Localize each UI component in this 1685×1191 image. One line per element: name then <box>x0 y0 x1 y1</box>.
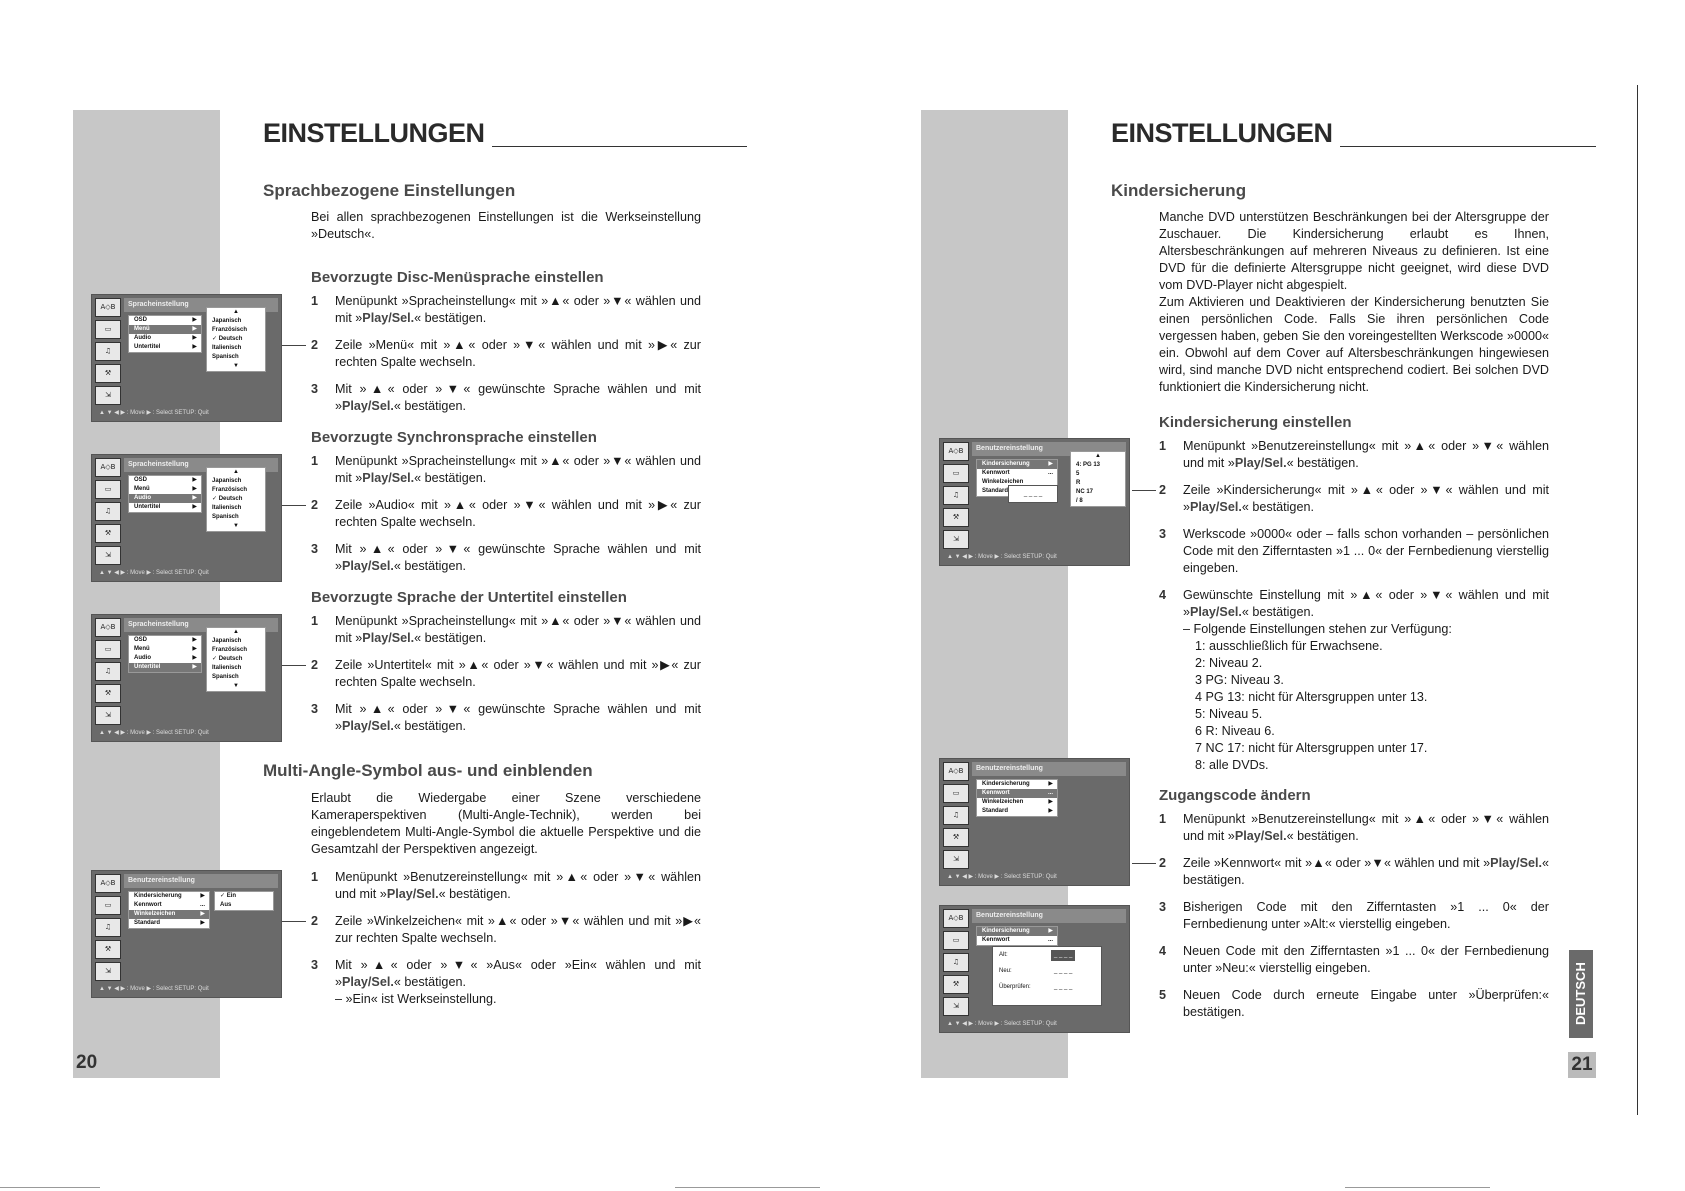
connector-line <box>1132 863 1156 864</box>
screen-footer: ▲ ▼ ◀ ▶ : Move ▶ : Select SETUP: Quit <box>99 730 209 736</box>
step-key: Play/Sel. <box>342 719 394 733</box>
step-number: 2 <box>311 914 319 928</box>
step-number: 3 <box>1159 527 1167 541</box>
menu-row-subtitle: Untertitel ▶ <box>134 504 197 510</box>
option-scroll-up: ▲ <box>233 309 239 315</box>
step-after: « bestätigen. <box>1286 456 1359 470</box>
right-sub1-step1 <box>1159 438 1549 472</box>
screen-menu-list <box>128 315 202 353</box>
step-after: « bestätigen. <box>414 631 487 645</box>
left-section2-heading: Multi-Angle-Symbol aus- und einblenden <box>263 761 593 780</box>
left-sub2-heading: Bevorzugte Synchronsprache einstellen <box>311 429 597 446</box>
tv-icon: ▭ <box>943 931 969 950</box>
menu-row-parental: Kindersicherung ▶ <box>134 893 205 899</box>
menu-row-password: Kennwort ... <box>982 937 1053 943</box>
menu-row-menu: Menü ▶ <box>134 646 197 652</box>
screen-option-list <box>206 307 266 372</box>
right-sub2-step3 <box>1159 899 1549 933</box>
step-after: « bestätigen. <box>393 975 466 989</box>
tv-icon: ▭ <box>95 480 121 499</box>
step-key: Play/Sel. <box>386 887 439 901</box>
step-number: 1 <box>311 870 319 884</box>
step-key: Play/Sel. <box>342 559 394 573</box>
step-key: Play/Sel. <box>1190 500 1242 514</box>
av-icon: A◇B <box>943 442 969 461</box>
screen-menu-list <box>128 891 210 929</box>
step-key: Play/Sel. <box>1234 829 1287 843</box>
step-text: Menüpunkt »Benutzereinstellung« mit »▲« oder »▼« wählen und mit » <box>1183 812 1549 843</box>
left-sub2-step2 <box>311 497 701 531</box>
step-text: Zeile »Winkelzeichen« mit »▲« oder »▼« wählen und mit »▶« zur rechten Spalte wechseln. <box>335 914 701 945</box>
connector-line <box>282 665 306 666</box>
osd-screen-password <box>939 758 1130 886</box>
av-icon: A◇B <box>943 909 969 928</box>
option-row: Italienisch <box>212 345 242 351</box>
option-scroll-up: ▲ <box>1095 453 1101 459</box>
menu-row-osd: OSD ▶ <box>134 637 197 643</box>
left-section2-step3 <box>311 957 701 1009</box>
old-code-row <box>999 950 1095 966</box>
screen-menu-list <box>128 635 202 673</box>
right-sub1-heading: Kindersicherung einstellen <box>1159 414 1352 431</box>
screen-title: Spracheinstellung <box>124 298 278 312</box>
menu-row-osd: OSD ▶ <box>134 317 197 323</box>
left-sub2-step3 <box>311 541 701 575</box>
step-text: Menüpunkt »Spracheinstellung« mit »▲« oder »▼« wählen und mit » <box>335 454 701 485</box>
step-number: 1 <box>311 294 319 308</box>
screen-option-list <box>214 891 274 911</box>
menu-row-subtitle: Untertitel ▶ <box>129 663 201 672</box>
right-section1-p1: Manche DVD unterstützen Beschränkungen bei der Altersgruppe der Zuschauer. Die Kindersicherung erlaubt es Ihnen, Altersbeschränkungen auf mehreren Niveaus zu definieren. Ist eine DVD für die definierte Altersgruppe nicht geeignet, wird diese DVD vom DVD-Player nicht abgespielt. <box>1159 210 1549 292</box>
step-number: 4 <box>1159 944 1167 958</box>
right-sub2-heading: Zugangscode ändern <box>1159 787 1311 804</box>
screen-footer: ▲ ▼ ◀ ▶ : Move ▶ : Select SETUP: Quit <box>99 570 209 576</box>
right-sub1-step2 <box>1159 482 1549 516</box>
menu-row-osd: OSD ▶ <box>134 477 197 483</box>
left-section1-heading: Sprachbezogene Einstellungen <box>263 181 516 200</box>
connector-line <box>282 921 306 922</box>
speaker-music-icon: ♫ <box>95 662 121 681</box>
step-number: 2 <box>1159 856 1167 870</box>
step-text: Bisherigen Code mit den Zifferntasten »1 ... 0« der Fernbedienung unter »Alt:« vierstellig eingeben. <box>1183 900 1549 931</box>
step-number: 4 <box>1159 588 1167 602</box>
step-after: « bestätigen. <box>438 887 511 901</box>
menu-row-menu: Menü ▶ <box>134 486 197 492</box>
password-change-popup <box>992 946 1102 1006</box>
step-after: « bestätigen. <box>1241 605 1314 619</box>
step-text: Mit »▲« oder »▼« gewünschte Sprache wählen und mit » <box>335 702 701 733</box>
screen-option-list <box>1070 451 1126 507</box>
left-title-rule <box>492 146 747 147</box>
exit-icon: ⇲ <box>943 997 969 1016</box>
right-page-title: EINSTELLUNGEN <box>1111 118 1333 148</box>
menu-row-angle: Winkelzeichen ▶ <box>129 910 209 919</box>
menu-row-default: Standard <box>982 488 1009 494</box>
option-scroll-down: ▼ <box>233 683 239 689</box>
exit-icon: ⇲ <box>943 530 969 549</box>
code-entry-popup: _ _ _ _ <box>1008 485 1058 503</box>
step-after: « bestätigen. <box>393 559 466 573</box>
new-code-field[interactable]: _ _ _ _ <box>1054 968 1073 974</box>
step-text: Zeile »Menü« mit »▲« oder »▼« wählen und mit »▶« zur rechten Spalte wechseln. <box>335 338 701 369</box>
connector-line <box>282 345 306 346</box>
option-row: / 8 <box>1076 498 1083 504</box>
step-text: Menüpunkt »Benutzereinstellung« mit »▲« oder »▼« wählen und mit » <box>335 870 701 901</box>
left-sub1-step1 <box>311 293 701 327</box>
step-after: « bestätigen. <box>1241 500 1314 514</box>
menu-row-angle: Winkelzeichen ▶ <box>982 799 1053 805</box>
menu-row-angle: Winkelzeichen <box>982 479 1024 485</box>
speaker-music-icon: ♫ <box>943 953 969 972</box>
menu-row-default: Standard ▶ <box>134 920 205 926</box>
right-edge-rule <box>1637 85 1638 1115</box>
option-row: ✓ Deutsch <box>212 496 243 502</box>
av-icon: A◇B <box>95 618 121 637</box>
left-section2-step2 <box>311 913 701 947</box>
tv-icon: ▭ <box>95 640 121 659</box>
tv-icon: ▭ <box>95 320 121 339</box>
crop-mark <box>675 1187 820 1188</box>
step-key: Play/Sel. <box>342 399 394 413</box>
rating-option: 2: Niveau 2. <box>1195 656 1263 670</box>
rating-option: 5: Niveau 5. <box>1195 707 1263 721</box>
screen-title: Benutzereinstellung <box>972 762 1126 776</box>
left-sub2-step1 <box>311 453 701 487</box>
step-number: 1 <box>311 614 319 628</box>
step-text: Mit »▲« oder »▼« »Aus« oder »Ein« wählen und mit » <box>335 958 701 989</box>
left-sub3-step1 <box>311 613 701 647</box>
screen-title: Benutzereinstellung <box>972 442 1126 456</box>
option-scroll-down: ▼ <box>233 363 239 369</box>
screen-menu-list <box>128 475 202 513</box>
step-number: 3 <box>311 958 319 972</box>
right-sub2-step1 <box>1159 811 1549 845</box>
left-sub1-step3 <box>311 381 701 415</box>
right-sub2-step4 <box>1159 943 1549 977</box>
step-text: Mit »▲« oder »▼« gewünschte Sprache wählen und mit » <box>335 382 701 413</box>
wrench-icon: ⚒ <box>95 940 121 959</box>
screen-title: Spracheinstellung <box>124 618 278 632</box>
step-note: – »Ein« ist Werkseinstellung. <box>335 992 497 1006</box>
left-section2-intro: Erlaubt die Wiedergabe einer Szene verschiedene Kameraperspektiven (Multi-Angle-Technik), werden bei eingeblendetem Multi-Angle-Symbol die aktuelle Perspektive und die Gesamtzahl der Perspektiven angezeigt. <box>311 791 701 856</box>
step-text: Zeile »Untertitel« mit »▲« oder »▼« wählen und mit »▶« zur rechten Spalte wechseln. <box>335 658 701 689</box>
left-page-title: EINSTELLUNGEN <box>263 118 485 148</box>
step-key: Play/Sel. <box>1190 605 1242 619</box>
screen-option-list <box>206 467 266 532</box>
screen-title: Benutzereinstellung <box>972 909 1126 923</box>
step-key: Play/Sel. <box>362 311 415 325</box>
option-row: Japanisch <box>212 478 242 484</box>
step-text: Mit »▲« oder »▼« gewünschte Sprache wählen und mit » <box>335 542 701 573</box>
step-text: Zeile »Audio« mit »▲« oder »▼« wählen und mit »▶« zur rechten Spalte wechseln. <box>335 498 701 529</box>
step-after: « bestätigen. <box>414 471 487 485</box>
left-sub1-heading: Bevorzugte Disc-Menüsprache einstellen <box>311 269 604 286</box>
verify-code-label: Überprüfen: <box>999 984 1031 990</box>
menu-row-audio: Audio ▶ <box>129 494 201 503</box>
option-row: Spanisch <box>212 354 239 360</box>
left-page-number: 20 <box>76 1052 98 1073</box>
left-section2-step1 <box>311 869 701 903</box>
old-code-label: Alt: <box>999 952 1008 958</box>
right-title-rule <box>1340 146 1596 147</box>
step-number: 1 <box>1159 439 1167 453</box>
rating-option: 3 PG: Niveau 3. <box>1195 673 1284 687</box>
left-sub3-step2 <box>311 657 701 691</box>
osd-screen-user-angle <box>91 870 282 998</box>
speaker-music-icon: ♫ <box>95 918 121 937</box>
rating-option: 6 R: Niveau 6. <box>1195 724 1275 738</box>
option-row: R <box>1076 480 1081 486</box>
step-number: 2 <box>311 658 319 672</box>
option-row: 4: PG 13 <box>1076 462 1101 468</box>
step-text: Zeile »Kennwort« mit »▲« oder »▼« wählen und mit » <box>1183 856 1491 870</box>
connector-line <box>282 505 306 506</box>
option-row: Aus <box>220 902 232 908</box>
option-scroll-up: ▲ <box>233 469 239 475</box>
osd-screen-language-audio <box>91 454 282 582</box>
speaker-music-icon: ♫ <box>943 486 969 505</box>
screen-option-list <box>206 627 266 692</box>
option-row: Französisch <box>212 327 248 333</box>
right-page-number: 21 <box>1568 1052 1596 1078</box>
wrench-icon: ⚒ <box>95 524 121 543</box>
av-icon: A◇B <box>95 874 121 893</box>
left-sub3-step3 <box>311 701 701 735</box>
option-row: Spanisch <box>212 674 239 680</box>
right-section1-p2: Zum Aktivieren und Deaktivieren der Kindersicherung benutzten Sie einen persönlichen Code. Falls Sie ihren persönlichen Code vergessen haben, geben Sie den voreingestellten Werkscode »0000« ein. Obwohl auf dem Cover auf Altersbeschränkungen hingewiesen wird, sind manche DVD nicht entsprechend codiert. Bei solchen DVD funktioniert die Kindersicherung nicht. <box>1159 295 1549 394</box>
menu-row-audio: Audio ▶ <box>134 335 197 341</box>
option-row: Italienisch <box>212 665 242 671</box>
av-icon: A◇B <box>943 762 969 781</box>
connector-line <box>1132 490 1156 491</box>
step-number: 1 <box>311 454 319 468</box>
exit-icon: ⇲ <box>95 706 121 725</box>
step-number: 3 <box>1159 900 1167 914</box>
wrench-icon: ⚒ <box>95 684 121 703</box>
step-after: « bestätigen. <box>414 311 487 325</box>
right-section1-heading: Kindersicherung <box>1111 181 1247 200</box>
option-row: NC 17 <box>1076 489 1094 495</box>
screen-title: Spracheinstellung <box>124 458 278 472</box>
step-number: 5 <box>1159 988 1167 1002</box>
old-code-field[interactable]: _ _ _ _ <box>1051 950 1075 961</box>
screen-footer: ▲ ▼ ◀ ▶ : Move ▶ : Select SETUP: Quit <box>947 554 1057 560</box>
screen-footer: ▲ ▼ ◀ ▶ : Move ▶ : Select SETUP: Quit <box>947 874 1057 880</box>
menu-row-menu: Menü ▶ <box>129 325 201 334</box>
right-sub2-step2 <box>1159 855 1549 889</box>
wrench-icon: ⚒ <box>95 364 121 383</box>
step-text: Werkscode »0000« oder – falls schon vorhanden – persönlichen Code mit den Zifferntasten »1 ... 0« der Fernbedienung vierstellig eingeben. <box>1183 527 1549 575</box>
verify-code-field[interactable]: _ _ _ _ <box>1054 984 1073 990</box>
tv-icon: ▭ <box>943 464 969 483</box>
screen-menu-list <box>976 926 1058 946</box>
step-after: « bestätigen. <box>393 719 466 733</box>
speaker-music-icon: ♫ <box>95 502 121 521</box>
screen-footer: ▲ ▼ ◀ ▶ : Move ▶ : Select SETUP: Quit <box>947 1021 1057 1027</box>
screen-menu-list <box>976 779 1058 817</box>
osd-screen-password-change <box>939 905 1130 1033</box>
step-after: « bestätigen. <box>1183 856 1549 887</box>
menu-row-password: Kennwort ... <box>134 902 205 908</box>
step-after: « bestätigen. <box>1286 829 1359 843</box>
rating-option: 4 PG 13: nicht für Altersgruppen unter 13. <box>1195 690 1428 704</box>
option-scroll-down: ▼ <box>233 523 239 529</box>
crop-mark <box>0 1187 100 1188</box>
language-tab: DEUTSCH <box>1569 950 1593 1038</box>
step-key: Play/Sel. <box>362 471 415 485</box>
crop-mark <box>1345 1187 1490 1188</box>
exit-icon: ⇲ <box>95 546 121 565</box>
tv-icon: ▭ <box>95 896 121 915</box>
exit-icon: ⇲ <box>95 962 121 981</box>
right-sub1-step4 <box>1159 587 1549 777</box>
option-row: Japanisch <box>212 318 242 324</box>
step-number: 3 <box>311 542 319 556</box>
step-text: Menüpunkt »Benutzereinstellung« mit »▲« oder »▼« wählen und mit » <box>1183 439 1549 470</box>
rating-option: 8: alle DVDs. <box>1195 758 1269 772</box>
option-row: Französisch <box>212 487 248 493</box>
tv-icon: ▭ <box>943 784 969 803</box>
step-text: Zeile »Kindersicherung« mit »▲« oder »▼« wählen und mit » <box>1183 483 1549 514</box>
option-row: Japanisch <box>212 638 242 644</box>
option-row: ✓ Ein <box>220 893 237 899</box>
step-key: Play/Sel. <box>1234 456 1287 470</box>
option-row: ✓ Deutsch <box>212 656 243 662</box>
verify-code-row <box>999 982 1095 998</box>
step-text: Neuen Code durch erneute Eingabe unter »Überprüfen:« bestätigen. <box>1183 988 1549 1019</box>
step-number: 2 <box>1159 483 1167 497</box>
new-code-label: Neu: <box>999 968 1012 974</box>
step-key: Play/Sel. <box>342 975 394 989</box>
right-sub2-step5 <box>1159 987 1549 1021</box>
right-sub1-step3 <box>1159 526 1549 578</box>
menu-row-parental: Kindersicherung ▶ <box>982 781 1053 787</box>
option-row: ✓ Deutsch <box>212 336 243 342</box>
rating-option: 1: ausschließlich für Erwachsene. <box>1195 639 1383 653</box>
menu-row-password: Kennwort ... <box>982 470 1053 476</box>
wrench-icon: ⚒ <box>943 508 969 527</box>
left-section1-intro: Bei allen sprachbezogenen Einstellungen ist die Werkseinstellung »Deutsch«. <box>311 210 701 241</box>
screen-footer: ▲ ▼ ◀ ▶ : Move ▶ : Select SETUP: Quit <box>99 410 209 416</box>
step-number: 3 <box>311 382 319 396</box>
menu-row-audio: Audio ▶ <box>134 655 197 661</box>
screen-title: Benutzereinstellung <box>124 874 278 888</box>
left-sub1-step2 <box>311 337 701 371</box>
options-intro: – Folgende Einstellungen stehen zur Verfügung: <box>1183 622 1452 636</box>
step-text: Neuen Code mit den Zifferntasten »1 ... 0« der Fernbedienung unter »Neu:« vierstellig eingeben. <box>1183 944 1549 975</box>
step-number: 3 <box>311 702 319 716</box>
screen-footer: ▲ ▼ ◀ ▶ : Move ▶ : Select SETUP: Quit <box>99 986 209 992</box>
step-number: 2 <box>311 338 319 352</box>
av-icon: A◇B <box>95 298 121 317</box>
av-icon: A◇B <box>95 458 121 477</box>
left-sub3-heading: Bevorzugte Sprache der Untertitel einstellen <box>311 589 627 606</box>
exit-icon: ⇲ <box>95 386 121 405</box>
menu-row-default: Standard ▶ <box>982 808 1053 814</box>
step-number: 1 <box>1159 812 1167 826</box>
osd-screen-parental-rating <box>939 438 1130 566</box>
speaker-music-icon: ♫ <box>943 806 969 825</box>
step-key: Play/Sel. <box>1490 856 1542 870</box>
step-text: Menüpunkt »Spracheinstellung« mit »▲« oder »▼« wählen und mit » <box>335 614 701 645</box>
option-row: Spanisch <box>212 514 239 520</box>
menu-row-password: Kennwort ... <box>977 789 1057 798</box>
option-row: 5 <box>1076 471 1080 477</box>
menu-row-parental: Kindersicherung ▶ <box>977 927 1057 936</box>
rating-option: 7 NC 17: nicht für Altersgruppen unter 17. <box>1195 741 1428 755</box>
option-scroll-up: ▲ <box>233 629 239 635</box>
step-key: Play/Sel. <box>362 631 415 645</box>
menu-row-subtitle: Untertitel ▶ <box>134 344 197 350</box>
wrench-icon: ⚒ <box>943 975 969 994</box>
step-text: Gewünschte Einstellung mit »▲« oder »▼« wählen und mit » <box>1183 588 1549 619</box>
speaker-music-icon: ♫ <box>95 342 121 361</box>
option-row: Französisch <box>212 647 248 653</box>
osd-screen-language-subtitle <box>91 614 282 742</box>
menu-row-parental: Kindersicherung ▶ <box>977 460 1057 469</box>
new-code-row <box>999 966 1095 982</box>
step-after: « bestätigen. <box>393 399 466 413</box>
wrench-icon: ⚒ <box>943 828 969 847</box>
option-row: Italienisch <box>212 505 242 511</box>
exit-icon: ⇲ <box>943 850 969 869</box>
osd-screen-language-menu <box>91 294 282 422</box>
step-text: Menüpunkt »Spracheinstellung« mit »▲« oder »▼« wählen und mit » <box>335 294 701 325</box>
step-number: 2 <box>311 498 319 512</box>
